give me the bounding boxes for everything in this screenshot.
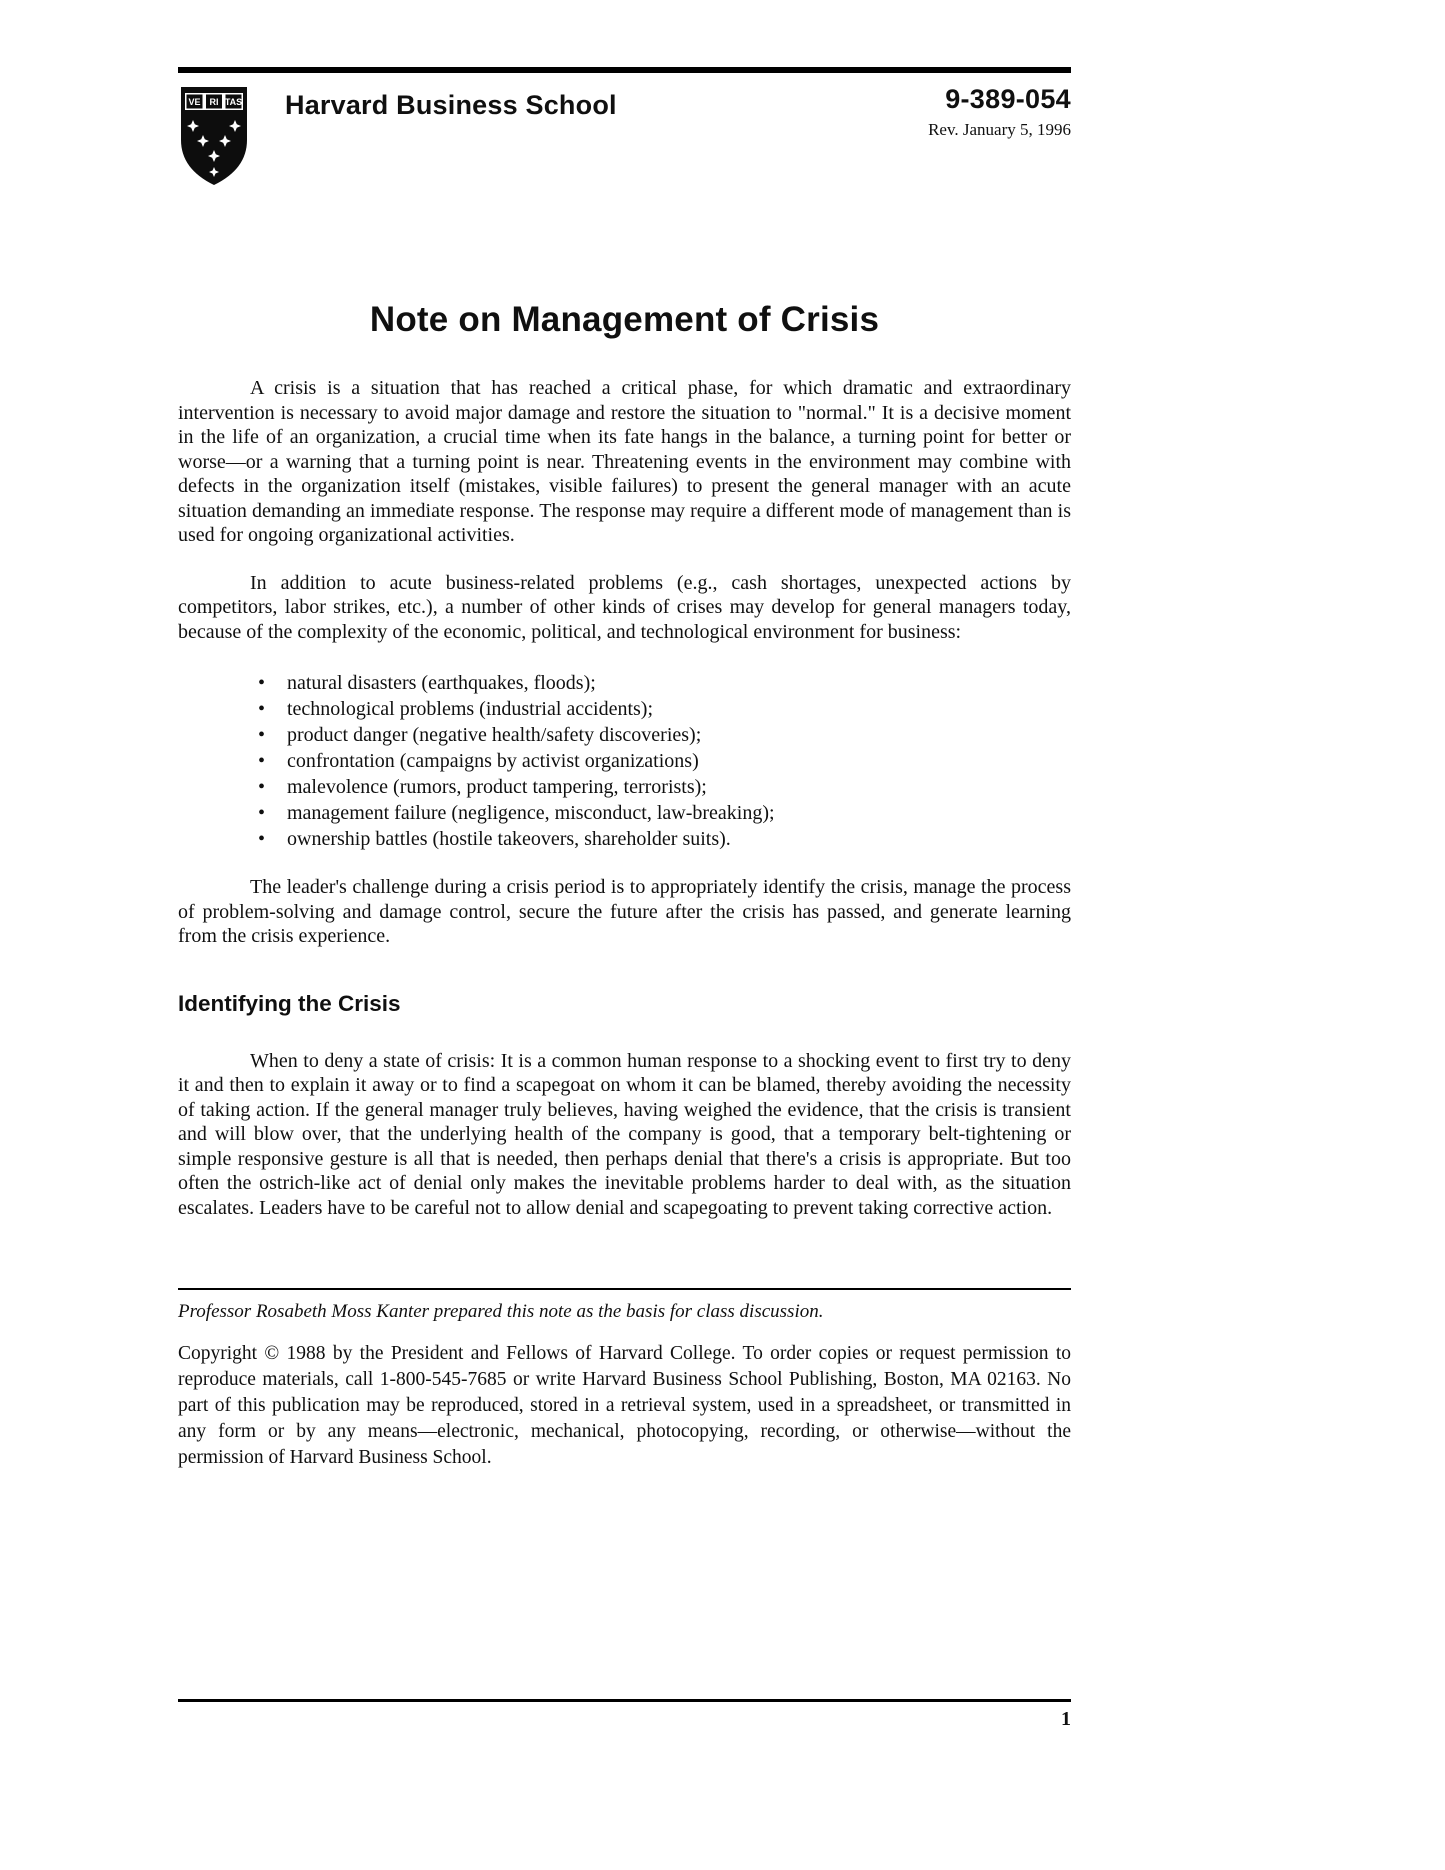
- list-item: • product danger (negative health/safety discoveries);: [287, 722, 1071, 748]
- list-item: • technological problems (industrial accidents);: [287, 696, 1071, 722]
- page-number: 1: [1061, 1707, 1071, 1730]
- list-item: • management failure (negligence, misconduct, law-breaking);: [287, 800, 1071, 826]
- motto-ve: VE: [188, 97, 201, 107]
- motto-tas: TAS: [224, 97, 243, 107]
- page-content: [178, 0, 1071, 1220]
- attribution-note: Professor Rosabeth Moss Kanter prepared this note as the basis for class discussion.: [178, 1301, 824, 1322]
- header-right-block: [928, 84, 1071, 140]
- school-name: Harvard Business School: [285, 90, 617, 120]
- paragraph-deny-crisis: When to deny a state of crisis: It is a common human response to a shocking event to first try to deny it and then to explain it away or to find a scapegoat on whom it can be blamed, thereby avoiding the necessity of taking action. If the general manager truly believes, having weighed the evidence, that the crisis is transient and will blow over, that the underlying health of the company is good, that a temporary belt-tightening or simple responsive gesture is all that is needed, then perhaps denial that there's a crisis is appropriate. But too often the ostrich-like act of denial only makes the inevitable problems harder to deal with, as the situation escalates. Leaders have to be careful not to allow denial and scapegoating to prevent taking corrective action.: [178, 1049, 1071, 1219]
- paragraph-intro: A crisis is a situation that has reached a critical phase, for which dramatic and extraordinary intervention is necessary to avoid major damage and restore the situation to "normal." It is a decisive moment in the life of an organization, a crucial time when its fate hangs in the balance, a turning point for better or worse—or a warning that a turning point is near. Threatening events in the environment may combine with defects in the organization itself (mistakes, visible failures) to present the general manager with an acute situation demanding an immediate response. The response may require a different mode of management than is used for ongoing organizational activities.: [178, 377, 1071, 546]
- copyright-notice: Copyright © 1988 by the President and Fellows of Harvard College. To order copies or request permission to reproduce materials, call 1-800-545-7685 or write Harvard Business School Publishing, Boston, MA 02163. No part of this publication may be reproduced, stored in a retrieval system, used in a spreadsheet, or transmitted in any form or by any means—electronic, mechanical, photocopying, recording, or otherwise—without the permission of Harvard Business School.: [178, 1343, 1071, 1468]
- list-item: • natural disasters (earthquakes, floods);: [287, 670, 1071, 696]
- motto-ri: RI: [209, 97, 219, 107]
- document-header: [178, 84, 1071, 188]
- section-heading-identifying-crisis: Identifying the Crisis: [178, 990, 401, 1016]
- revision-date: Rev. January 5, 1996: [928, 120, 1071, 139]
- document-number: 9-389-054: [945, 84, 1071, 114]
- list-item: • confrontation (campaigns by activist organizations): [287, 748, 1071, 774]
- page-footer: [178, 1699, 1071, 1731]
- footnote-block: [178, 1288, 1071, 1471]
- header-rule: [178, 67, 1071, 73]
- harvard-shield-logo: [178, 84, 250, 188]
- paragraph-leader-challenge: The leader's challenge during a crisis period is to appropriately identify the crisis, manage the process of problem-solving and damage control, secure the future after the crisis has passed, and generate learning from the crisis experience.: [178, 876, 1071, 947]
- document-title: Note on Management of Crisis: [369, 300, 880, 339]
- list-item: • malevolence (rumors, product tampering, terrorists);: [287, 774, 1071, 800]
- crisis-types-list: [178, 670, 1071, 852]
- list-item: • ownership battles (hostile takeovers, shareholder suits).: [287, 826, 1071, 852]
- paragraph-crisis-kinds: In addition to acute business-related problems (e.g., cash shortages, unexpected actions by competitors, labor strikes, etc.), a number of other kinds of crises may develop for general managers today, because of the complexity of the economic, political, and technological environment for business:: [178, 571, 1071, 643]
- bottom-divider: [178, 1699, 1071, 1702]
- footnote-divider: [178, 1288, 1071, 1290]
